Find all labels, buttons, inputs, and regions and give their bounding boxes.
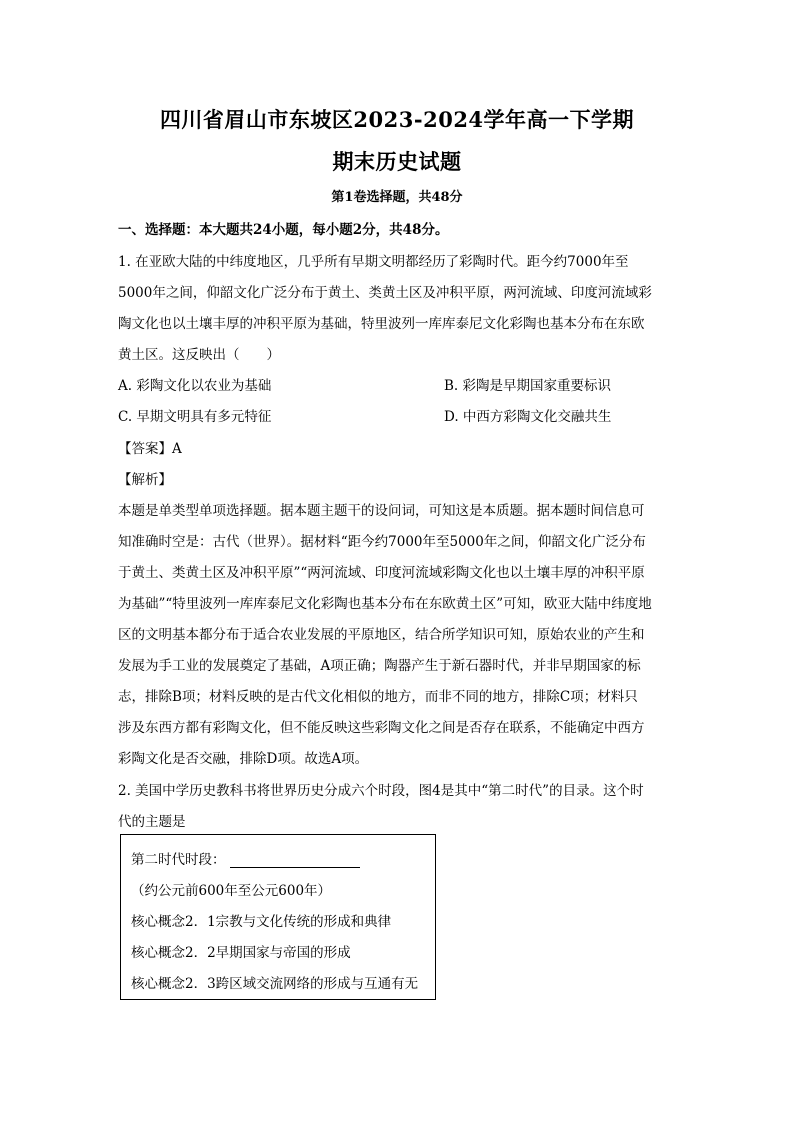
analysis-line: 区的文明基本都分布于适合农业发展的平原地区，结合所学知识可知，原始农业的产生和 xyxy=(118,627,645,643)
q1-option-c: C. 早期文明具有多元特征 xyxy=(118,409,272,425)
q1-line: 陶文化也以土壤丰厚的冲积平原为基础，特里波列一库库泰尼文化彩陶也基本分布在东欧 xyxy=(118,316,645,332)
core-concept: 核心概念2．1宗教与文化传统的形成和典律 xyxy=(131,914,392,930)
analysis-line: 彩陶文化是否交融，排除D项。故选A项。 xyxy=(118,751,369,767)
exam-title-line2: 期末历史试题 xyxy=(332,149,462,174)
analysis-line: 知准确时空是：古代（世界）。据材料“距今约7000年至5000年之间，仰韶文化广泛分布 xyxy=(118,534,646,550)
era-label: 第二时代时段： xyxy=(131,852,226,868)
core-concept: 核心概念2．3跨区域交流网络的形成与互通有无 xyxy=(131,976,419,992)
q2-line: 代的主题是 xyxy=(118,814,186,830)
analysis-line: 涉及东西方都有彩陶文化，但不能反映这些彩陶文化之间是否存在联系，不能确定中西方 xyxy=(118,720,645,736)
analysis-line: 本题是单类型单项选择题。据本题主题干的设问词，可知这是本质题。据本题时间信息可 xyxy=(118,503,645,519)
q1-line: 1. 在亚欧大陆的中纬度地区，几乎所有早期文明都经历了彩陶时代。距今约7000年至 xyxy=(118,254,629,270)
q2-line: 2. 美国中学历史教科书将世界历史分成六个时段，图4是其中“第二时代”的目录。这个时 xyxy=(118,783,644,799)
era-label-row xyxy=(131,848,360,868)
q1-line: 5000年之间，仰韶文化广泛分布于黄土、类黄土区及冲积平原，两河流域、印度河流域彩 xyxy=(118,285,652,301)
q2-material-box xyxy=(120,834,436,1000)
q1-analysis-heading: 【解析】 xyxy=(118,472,172,488)
era-range: （约公元前600年至公元600年） xyxy=(131,883,332,899)
part-heading: 一、选择题：本大题共24小题，每小题2分，共48分。 xyxy=(118,222,449,238)
exam-title-line1: 四川省眉山市东坡区2023-2024学年高一下学期 xyxy=(159,107,635,132)
analysis-line: 志，排除B项；材料反映的是古代文化相似的地方，而非不同的地方，排除C项；材料只 xyxy=(118,689,638,705)
q1-option-b: B. 彩陶是早期国家重要标识 xyxy=(444,378,612,394)
section-label: 第1卷选择题，共48分 xyxy=(331,190,463,205)
core-concept: 核心概念2．2早期国家与帝国的形成 xyxy=(131,945,351,961)
q1-answer: 【答案】A xyxy=(118,441,182,457)
q1-option-a: A. 彩陶文化以农业为基础 xyxy=(118,378,272,394)
analysis-line: 于黄土、类黄土区及冲积平原”“两河流域、印度河流域彩陶文化也以土壤丰厚的冲积平原 xyxy=(118,565,645,581)
answer-blank xyxy=(230,853,360,868)
analysis-line: 发展为手工业的发展奠定了基础，A项正确；陶器产生于新石器时代，并非早期国家的标 xyxy=(118,658,641,674)
analysis-line: 为基础”“特里波列一库库泰尼文化彩陶也基本分布在东欧黄土区”可知，欧亚大陆中纬度地 xyxy=(118,596,652,612)
q1-option-d: D. 中西方彩陶文化交融共生 xyxy=(444,409,612,425)
q1-line: 黄土区。这反映出（ ） xyxy=(118,347,280,363)
